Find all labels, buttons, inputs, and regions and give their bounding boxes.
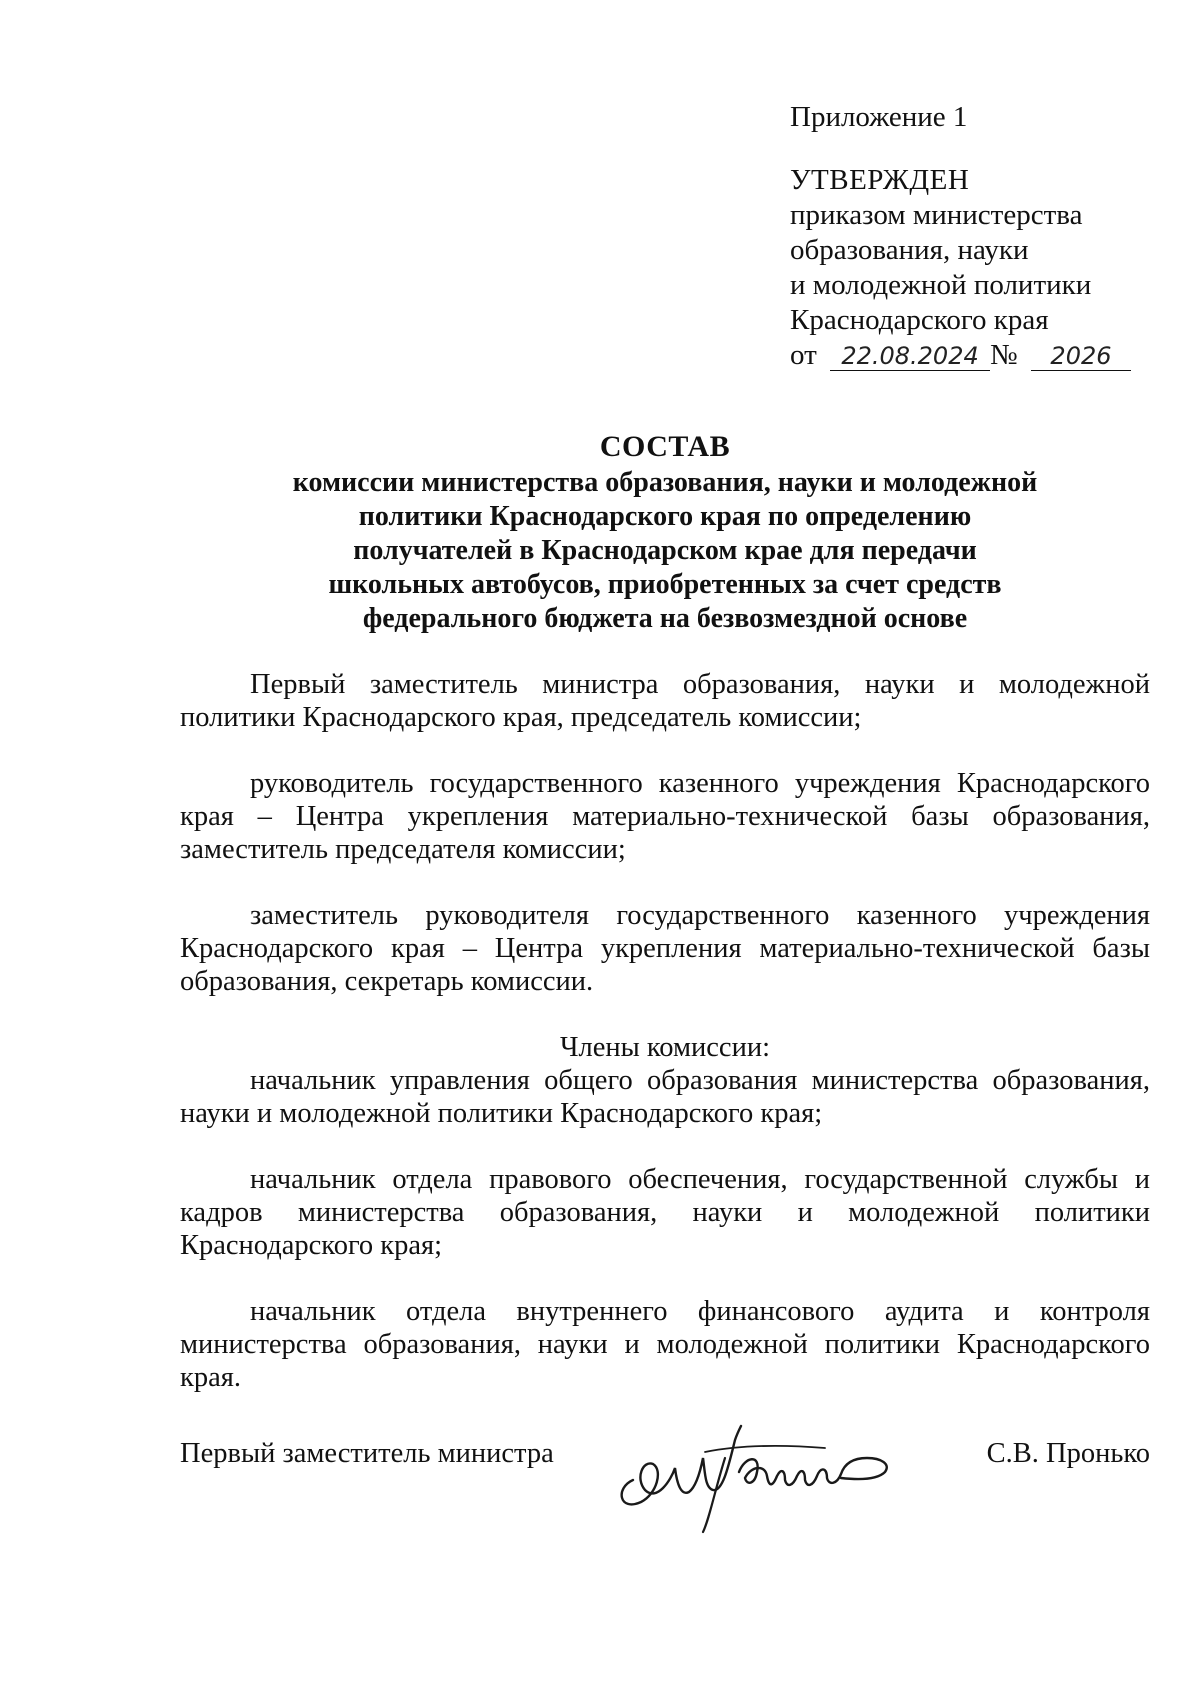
title-main: СОСТАВ <box>599 430 731 463</box>
document-title <box>180 428 1150 636</box>
approval-line-3: и молодежной политики <box>790 269 1092 301</box>
approval-line-2: образования, науки <box>790 234 1029 266</box>
member-audit-department: начальник отдела внутреннего финансового аудита и контроля министерства образования, науки и молодежной политики Краснодарского края. <box>180 1296 1150 1393</box>
approved-label: УТВЕРЖДЕН <box>790 164 970 196</box>
handwritten-signature <box>605 1410 895 1535</box>
member-vice-chairman: руководитель государственного казенного учреждения Краснодарского края – Центра укрепления материально-технической базы образования, заместитель председателя комиссии; <box>180 768 1150 865</box>
order-number-handwritten: 2026 <box>1031 342 1131 371</box>
signatory-name: С.В. Пронько <box>986 1438 1150 1469</box>
date-prefix: от <box>790 339 817 371</box>
order-date-handwritten: 22.08.2024 <box>830 342 990 371</box>
commission-members <box>180 668 1150 1394</box>
members-heading: Члены комиссии: <box>559 1032 771 1063</box>
member-general-education: начальник управления общего образования министерства образования, науки и молодежной политики Краснодарского края; <box>180 1065 1150 1129</box>
signature-block <box>180 1420 1150 1550</box>
member-secretary: заместитель руководителя государственного казенного учреждения Краснодарского края – Центра укрепления материально-технической базы образования, секретарь комиссии. <box>180 900 1150 997</box>
approval-line-1: приказом министерства <box>790 199 1083 231</box>
approval-block <box>790 100 1131 373</box>
appendix-label: Приложение 1 <box>790 101 968 133</box>
approval-line-4: Краснодарского края <box>790 304 1049 336</box>
signatory-position: Первый заместитель министра <box>180 1438 554 1469</box>
title-line-4: школьных автобусов, приобретенных за счет средств <box>328 569 1002 600</box>
member-chairman: Первый заместитель министра образования, науки и молодежной политики Краснодарского края, председатель комиссии; <box>180 669 1150 733</box>
title-line-3: получателей в Краснодарском крае для передачи <box>353 535 977 566</box>
title-line-2: политики Краснодарского края по определению <box>358 501 972 532</box>
title-line-5: федерального бюджета на безвозмездной основе <box>362 603 968 634</box>
title-line-1: комиссии министерства образования, науки и молодежной <box>292 467 1038 498</box>
member-legal-department: начальник отдела правового обеспечения, государственной службы и кадров министерства образования, науки и молодежной политики Краснодарского края; <box>180 1164 1150 1261</box>
number-sign: № <box>990 339 1018 371</box>
order-date-line <box>790 338 1131 373</box>
